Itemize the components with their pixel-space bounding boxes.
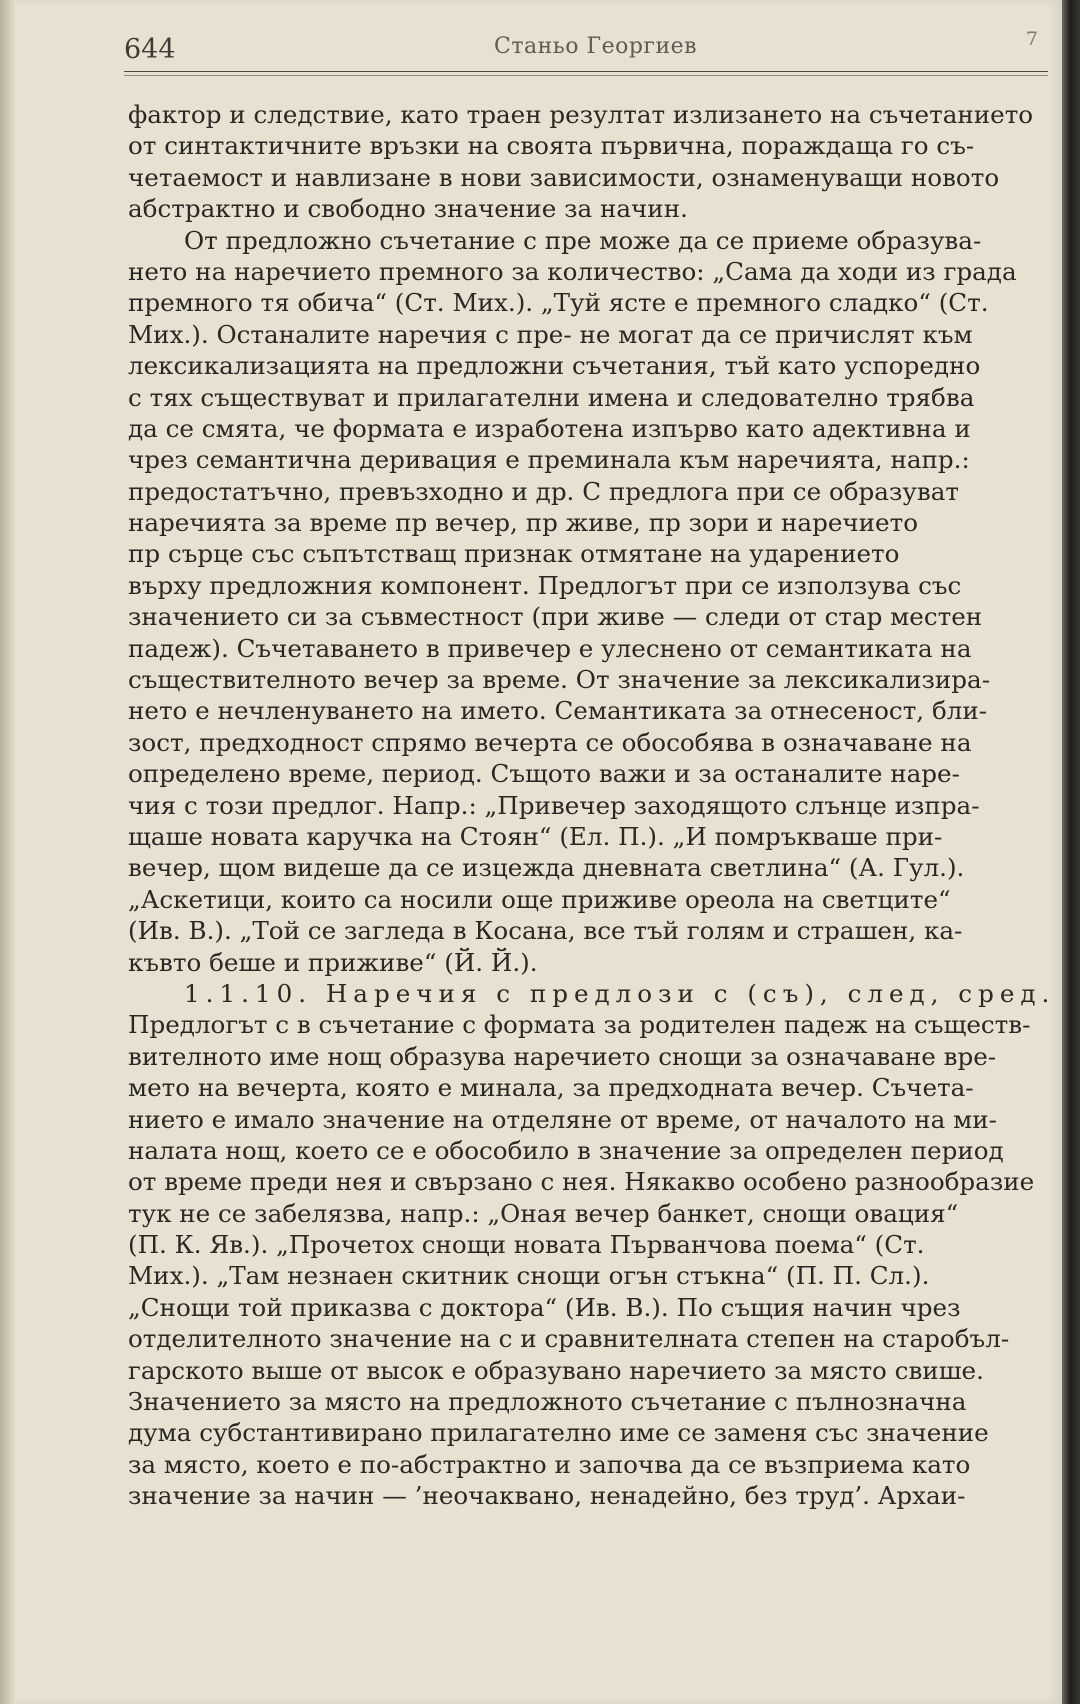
body-line: къвто беше и приживе“ (Й. Й.). bbox=[128, 947, 538, 977]
page-number: 644 bbox=[124, 34, 176, 65]
body-line: „Аскетици, които са носили още приживе ореола на светците“ bbox=[128, 884, 951, 914]
body-line: наречията за време пр вечер, пр живе, пр зори и наречието bbox=[128, 508, 919, 538]
body-line: дума субстантивирано прилагателно име се заменя със значение bbox=[128, 1418, 989, 1448]
body-line: лексикализацията на предложни съчетания, тъй като успоредно bbox=[128, 351, 981, 381]
body-line: мето на вечерта, която е минала, за предходната вечер. Съчета- bbox=[128, 1073, 974, 1103]
body-line: абстрактно и свободно значение за начин. bbox=[128, 194, 688, 224]
body-line: чия с този предлог. Напр.: „Привечер заходящото слънце изпра- bbox=[128, 790, 980, 820]
body-line: нието е имало значение на отделяне от време, от началото на ми- bbox=[128, 1104, 997, 1134]
body-line: тук не се забелязва, напр.: „Оная вечер банкет, снощи овация“ bbox=[128, 1198, 959, 1228]
body-line: вителното име нощ образува наречието снощи за означаване вре- bbox=[128, 1041, 997, 1071]
page-edge bbox=[1062, 0, 1080, 1704]
body-line: от време преди нея и свързано с нея. Някакво особено разнообразие bbox=[128, 1167, 1035, 1197]
body-line: гарското выше от высок е образувано наречието за място свише. bbox=[128, 1355, 984, 1385]
body-line: да се смята, че формата е изработена изпърво като адективна и bbox=[128, 413, 971, 443]
body-line: „Снощи той приказва с доктора“ (Ив. В.). По същия начин чрез bbox=[128, 1292, 961, 1322]
body-line: пр сърце със съпътстващ признак отмятане на ударението bbox=[128, 539, 900, 569]
header-rule-secondary bbox=[124, 75, 1048, 76]
body-text bbox=[128, 99, 1056, 1512]
body-line: падеж). Съчетаването в привечер е улеснено от семантиката на bbox=[128, 633, 972, 663]
section-heading-line: 1.1.10. Наречия с предлози с (съ), след, сред. bbox=[184, 978, 1056, 1008]
body-line: определено време, период. Същото важи и за останалите наре- bbox=[128, 759, 960, 789]
body-line: предостатъчно, превъзходно и др. С предлога при се образуват bbox=[128, 476, 959, 506]
body-line: отделителното значение на с и сравнителната степен на старобъл- bbox=[128, 1324, 1010, 1354]
body-line: Значението за място на предложното съчетание с пълнозначна bbox=[128, 1387, 967, 1417]
body-line: четаемост и навлизане в нови зависимости, ознаменуващи новото bbox=[128, 162, 1000, 192]
body-line: (Ив. В.). „Той се загледа в Косана, все тъй голям и страшен, ка- bbox=[128, 916, 963, 946]
body-line: премного тя обича“ (Ст. Мих.). „Туй ясте е премного сладко“ (Ст. bbox=[128, 288, 989, 318]
body-line: вечер, щом видеше да се изцежда дневната светлина“ (А. Гул.). bbox=[128, 853, 965, 883]
body-line: зост, предходност спрямо вечерта се обособява в означаване на bbox=[128, 727, 972, 757]
body-line: значение за начин — ’неочаквано, ненадейно, без труд’. Архаи- bbox=[128, 1481, 966, 1511]
body-line: От предложно съчетание с пре може да се приеме образува- bbox=[184, 225, 982, 255]
body-line: върху предложния компонент. Предлогът при се използува със bbox=[128, 570, 962, 600]
body-line: фактор и следствие, като траен резултат излизането на съчетанието bbox=[128, 100, 1034, 129]
page-gutter bbox=[0, 0, 16, 1704]
body-line: щаше новата каручка на Стоян“ (Ел. П.). „И помръкваше при- bbox=[128, 821, 943, 851]
page-header bbox=[124, 28, 1048, 68]
body-line: Мих.). Останалите наречия с пре- не могат да се причислят към bbox=[128, 319, 973, 349]
body-line: Мих.). „Там незнаен скитник снощи огън стъкна“ (П. П. Сл.). bbox=[128, 1261, 930, 1291]
body-line: Предлогът с в съчетание с формата за родителен падеж на съществ- bbox=[128, 1010, 1031, 1040]
header-rule bbox=[124, 71, 1048, 72]
body-line: чрез семантична деривация е преминала към наречията, напр.: bbox=[128, 445, 970, 475]
body-line: нето на наречието премного за количество: „Сама да ходи из града bbox=[128, 256, 1017, 286]
body-line: (П. К. Яв.). „Прочетох снощи новата Първанчова поема“ (Ст. bbox=[128, 1230, 925, 1260]
body-line: съществителното вечер за време. От значение за лексикализира- bbox=[128, 665, 991, 695]
body-line: от синтактичните връзки на своята първична, пораждаща го съ- bbox=[128, 131, 975, 161]
body-line: за място, което е по-абстрактно и започва да се възприема като bbox=[128, 1449, 971, 1479]
body-line: значението си за съвместност (при живе — следи от стар местен bbox=[128, 602, 983, 632]
body-line: с тях съществуват и прилагателни имена и следователно трябва bbox=[128, 382, 975, 412]
corner-mark: 7 bbox=[1025, 28, 1038, 50]
body-line: налата нощ, което се е обособило в значение за определен период bbox=[128, 1135, 1004, 1165]
body-line: нето е нечленуването на името. Семантиката за отнесеност, бли- bbox=[128, 696, 988, 726]
running-title: Станьо Георгиев bbox=[494, 34, 698, 59]
